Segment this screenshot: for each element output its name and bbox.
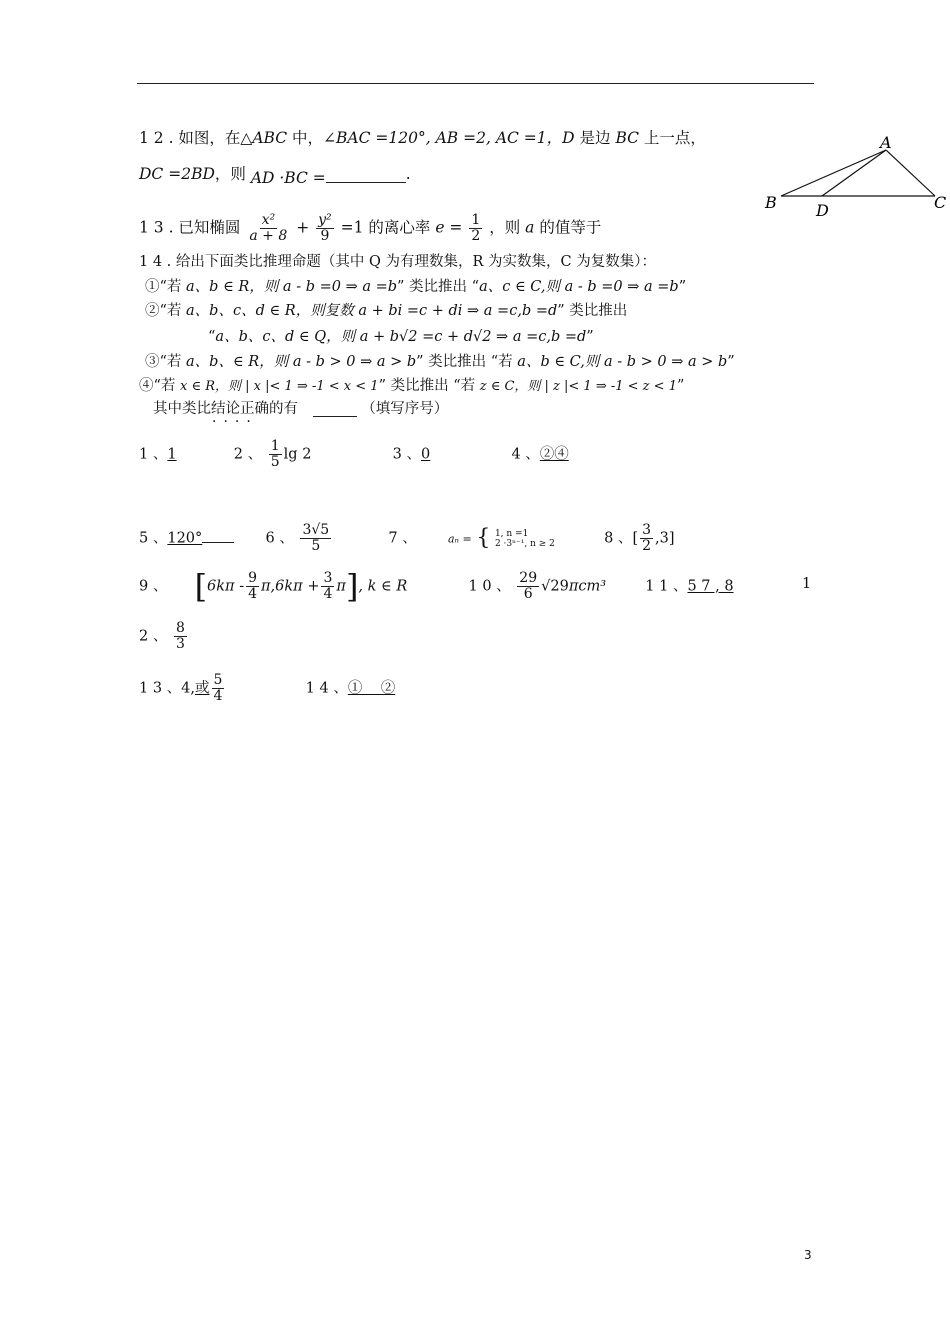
answer-6-fraction: $\frac{3√5}{5}$ <box>302 522 330 554</box>
q12-text: 中，∠ <box>287 129 337 147</box>
figure-label-d: D <box>816 201 829 220</box>
q14-intro: 1 4 . 给出下面类比推理命题（其中 Q 为有理数集，R 为实数集，C 为复数集）： <box>139 254 656 270</box>
q13-text: ，则 <box>489 218 526 237</box>
answer-10-root: √29 <box>541 578 569 595</box>
q12-end: . <box>405 165 411 183</box>
answer-9: , k ∈ R <box>358 578 408 595</box>
answer-3: 0 <box>421 446 431 463</box>
answer-4: ②④ <box>539 446 569 463</box>
answer-11: 5 7 , 8 <box>687 578 734 595</box>
q12-text: 上一点， <box>639 129 706 147</box>
q13-fraction-y: $\frac{\text{y²}}{9}$ <box>318 212 332 244</box>
q12-d: D <box>562 129 575 147</box>
answer-2: lg 2 <box>283 446 312 463</box>
q14-answer-blank <box>313 402 357 417</box>
answer-12-fraction: $\frac{8}{3}$ <box>175 620 185 652</box>
answer-12-label-part1: 1 <box>802 576 812 592</box>
triangle-figure <box>760 130 950 220</box>
q14-fill-hint: （填写序号） <box>361 401 449 417</box>
q13-plus: + <box>296 218 310 237</box>
q12-line1 <box>139 128 706 148</box>
answer-8-fraction: $\frac{3}{2}$ <box>642 522 652 554</box>
q13-text: 的离心率 <box>363 218 436 237</box>
q12-text: 是边 <box>574 129 616 147</box>
q14-prop2-analogy: “a、b、c、d ∈ Q，则 a + b√2 =c + d√2 ⇒ a =c,b =d” <box>208 329 594 345</box>
answer-1: 1 <box>167 446 177 463</box>
q13-line <box>139 213 601 244</box>
figure-label-a: A <box>880 133 892 152</box>
answer-13-fraction: $\frac{5}{4}$ <box>213 672 223 704</box>
q14-prop2: ②“若 a、b、c、d ∈ R，则复数 a + bi =c + di ⇒ a =c,b =d” 类比推出 <box>145 303 628 319</box>
q14-prop1: ①“若 a、b ∈ R，则 a - b =0 ⇒ a =b” 类比推出 “a、c ∈ C,则 a - b =0 ⇒ a =b” <box>145 279 687 295</box>
q12-angle: BAC =120°, <box>336 129 431 147</box>
answer-7-cases: 1, n =1 2 ·3ⁿ⁻¹, n ≥ 2 <box>494 528 555 549</box>
answer-row-1: 1 、1 2 、 $\frac{1}{5}$ lg 2 3 、0 4 、②④ <box>139 438 569 470</box>
answer-14: ① ② <box>347 680 396 697</box>
q13-fraction-half: $\frac{1}{2}$ <box>471 212 481 244</box>
q12-triangle: ABC <box>252 129 288 147</box>
figure-label-c: C <box>934 193 947 212</box>
q14-prop4: ④“若 x ∈ R，则 | x |< 1 ⇒ -1 < x < 1” 类比推出 “若 z ∈ C，则 | z |< 1 ⇒ -1 < z < 1” <box>139 378 685 394</box>
answer-9-fraction-1: $\frac{9}{4}$ <box>248 570 258 602</box>
answer-row-5: 1 3 、4,或 $\frac{5}{4}$ 1 4 、① ② <box>139 672 396 704</box>
answer-8: ,3] <box>655 530 675 547</box>
answer-7-lhs: aₙ = <box>447 532 472 546</box>
q13-e: e = <box>435 218 463 237</box>
q12-answer-blank <box>326 168 406 183</box>
q12-line2 <box>139 164 411 187</box>
q13-a: a <box>525 218 535 237</box>
q12-bc: BC <box>615 129 639 147</box>
q12-ab: AB =2, <box>435 129 491 147</box>
q13-fraction-x: $\frac{\text{x²}}{a + 8}$ <box>249 212 288 244</box>
answer-row-4: 2 、 $\frac{8}{3}$ <box>139 620 185 652</box>
q14-prop3: ③“若 a、b、∈ R，则 a - b > 0 ⇒ a > b” 类比推出 “若 a、b ∈ C,则 a - b > 0 ⇒ a > b” <box>145 354 735 370</box>
header-rule <box>137 83 814 84</box>
q13-text: 的值等于 <box>534 218 602 237</box>
answer-row-3: 9 、 [6kπ - $\frac{9}{4}$ π,6kπ + $\frac{3}{4}$ π], k ∈ R 1 0 、 $\frac{29}{6}$ √29πcm³ 1 1 、5 7 , 8 <box>139 567 734 606</box>
q12-prefix: 1 2 . 如图，在△ <box>139 129 253 147</box>
answer-5: 120° <box>167 530 203 547</box>
q13-eq: =1 <box>340 218 364 237</box>
q12-ac: AC =1， <box>495 129 563 147</box>
q14-ask-text: 其中类比结论正确的有 <box>153 401 298 417</box>
emphasis-dots: ···· <box>212 414 258 430</box>
q13-prefix: 1 3 . 已知椭圆 <box>139 218 241 237</box>
q12-dot-product: AD ·BC = <box>250 169 326 187</box>
q14-ask <box>153 399 448 419</box>
figure-label-b: B <box>765 193 777 212</box>
q12-dc: DC =2BD <box>139 165 215 183</box>
answer-10: πcm³ <box>568 578 607 595</box>
answer-10-fraction: $\frac{29}{6}$ <box>519 570 538 602</box>
answer-2-fraction: $\frac{1}{5}$ <box>270 438 280 470</box>
q12-text: ，则 <box>214 165 251 183</box>
answer-9-fraction-2: $\frac{3}{4}$ <box>323 570 333 602</box>
answer-row-2: 5 、120° 6 、 $\frac{3√5}{5}$ 7 、 aₙ = { 1, n =1 2 ·3ⁿ⁻¹, n ≥ 2 8 、[ $\frac{3}{2}$ ,3] <box>139 522 675 554</box>
page-number: 3 <box>804 1248 812 1262</box>
